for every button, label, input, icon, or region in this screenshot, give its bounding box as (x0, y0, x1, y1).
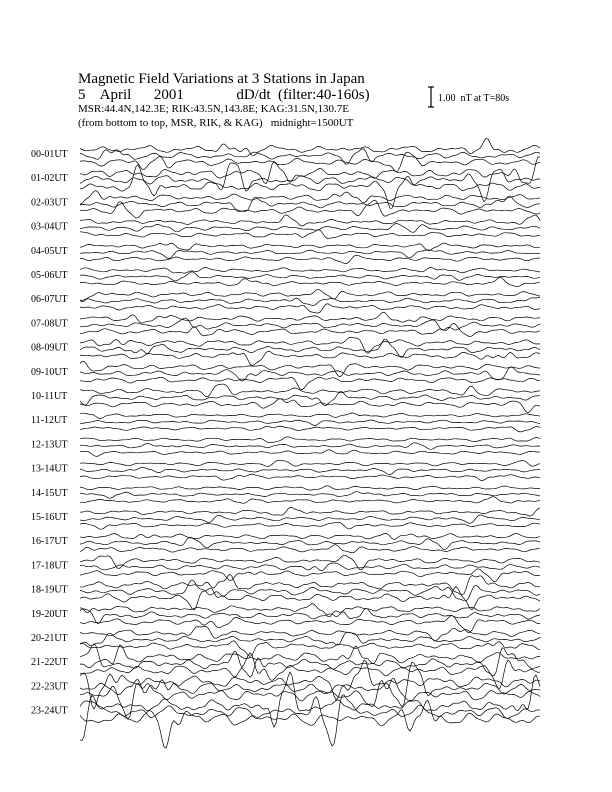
station-trace-rik (80, 297, 540, 305)
station-trace-msr (80, 200, 540, 218)
station-trace-kag (80, 268, 540, 274)
station-trace-msr (80, 569, 540, 582)
row-label: 07-08UT (31, 318, 68, 330)
station-trace-rik (80, 492, 540, 499)
station-trace-msr (80, 230, 540, 239)
row-label: 17-18UT (31, 560, 68, 572)
station-trace-kag (80, 460, 540, 466)
station-trace-msr (80, 497, 540, 504)
station-trace-kag (80, 289, 540, 301)
row-label: 23-24UT (31, 705, 68, 717)
station-trace-msr (80, 304, 540, 313)
station-trace-rik (80, 196, 540, 211)
station-order-note: (from bottom to top, MSR, RIK, & KAG) midnight=1500UT (78, 117, 354, 129)
station-trace-kag (80, 215, 540, 226)
row-label: 02-03UT (31, 197, 68, 209)
row-label: 13-14UT (31, 463, 68, 475)
row-label: 16-17UT (31, 536, 68, 548)
row-label: 20-21UT (31, 633, 68, 644)
row-label: 10-11UT (31, 391, 68, 402)
row-label: 15-16UT (31, 512, 68, 523)
station-trace-rik (80, 318, 540, 330)
station-trace-rik (80, 515, 540, 524)
station-trace-rik (80, 648, 540, 677)
station-trace-kag (80, 157, 540, 184)
station-trace-msr (80, 653, 540, 688)
row-label: 05-06UT (31, 270, 68, 281)
station-trace-msr (80, 165, 540, 209)
station-trace-kag (80, 533, 540, 539)
station-trace-kag (80, 337, 540, 353)
station-trace-kag (80, 486, 540, 490)
station-trace-msr (80, 277, 540, 286)
station-trace-kag (80, 626, 540, 641)
station-trace-rik (80, 392, 540, 406)
row-label: 09-10UT (31, 366, 68, 378)
station-trace-kag (80, 139, 540, 156)
station-trace-msr (80, 616, 540, 633)
station-trace-rik (80, 443, 540, 450)
chart-title: Magnetic Field Variations at 3 Stations in Japan (78, 71, 365, 87)
station-trace-msr (80, 399, 540, 413)
station-trace-kag (80, 312, 540, 323)
station-trace-msr (80, 255, 540, 263)
row-label: 18-19UT (31, 584, 68, 596)
row-label: 11-12UT (31, 415, 68, 427)
station-trace-rik (80, 224, 540, 233)
station-trace-kag (80, 508, 540, 517)
station-trace-msr (80, 474, 540, 481)
row-label: 12-13UT (31, 439, 68, 451)
station-trace-rik (80, 420, 540, 425)
row-label: 14-15UT (31, 487, 68, 499)
station-coordinates: MSR:44.4N,142.3E; RIK:43.5N,143.8E; KAG:31.5N,130.7E (78, 103, 350, 115)
row-label: 06-07UT (31, 294, 68, 306)
station-trace-rik (80, 250, 540, 259)
station-trace-msr (80, 351, 540, 366)
row-label: 04-05UT (31, 245, 68, 257)
station-trace-kag (80, 437, 540, 443)
row-label: 21-22UT (31, 657, 68, 669)
station-trace-rik (80, 695, 540, 746)
station-trace-rik (80, 467, 540, 475)
row-label: 03-04UT (31, 221, 68, 233)
station-trace-rik (80, 563, 540, 571)
scale-label: 1.00 nT at T=80s (438, 93, 510, 104)
station-trace-rik (80, 272, 540, 281)
station-trace-msr (80, 450, 540, 457)
station-trace-msr (80, 587, 540, 611)
station-trace-kag (80, 413, 540, 419)
row-label: 22-23UT (31, 681, 68, 693)
station-trace-kag (80, 644, 540, 667)
date-filter-line: 5 April 2001 dD/dt (filter:40-160s) (78, 87, 370, 103)
station-trace-kag (80, 672, 540, 727)
station-trace-kag (80, 384, 540, 397)
station-trace-rik (80, 537, 540, 549)
station-trace-kag (80, 243, 540, 251)
row-label: 08-09UT (31, 342, 68, 354)
station-trace-rik (80, 367, 540, 381)
station-trace-msr (80, 377, 540, 390)
station-trace-kag (80, 191, 540, 205)
station-trace-msr (80, 545, 540, 553)
station-trace-msr (80, 426, 540, 432)
row-label: 00-01UT (31, 149, 68, 160)
row-label: 19-20UT (31, 608, 68, 620)
row-label: 01-02UT (31, 173, 68, 185)
